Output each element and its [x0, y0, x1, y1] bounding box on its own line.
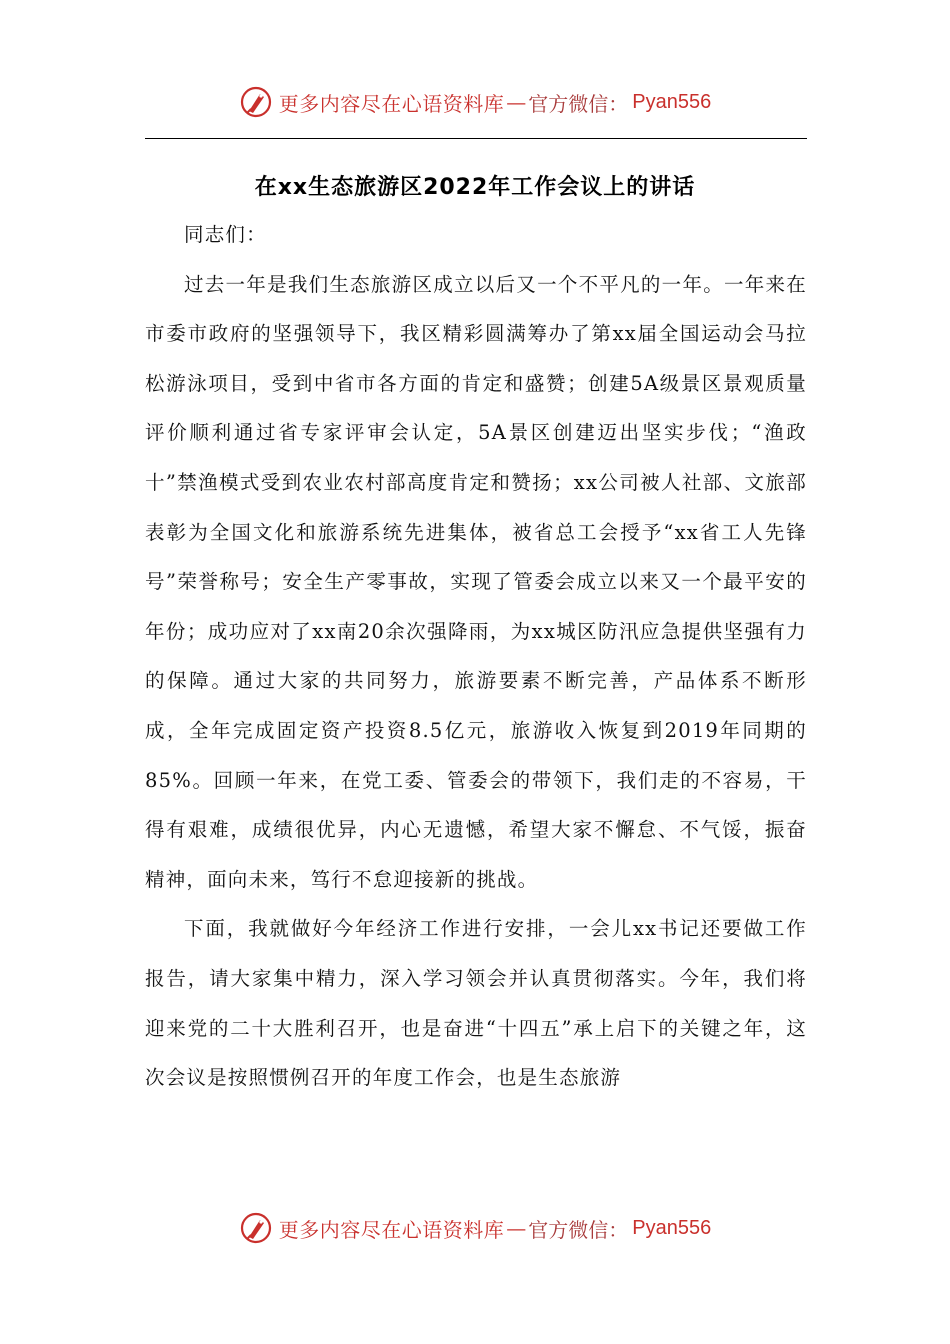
paragraph: 过去一年是我们生态旅游区成立以后又一个不平凡的一年。一年来在市委市政府的坚强领导下，我区精彩圆满筹办了第xx届全国运动会马拉松游泳项目，受到中省市各方面的肯定和盛赞；创建5A级景区景观质量评价顺利通过省专家评审会认定，5A景区创建迈出坚实步伐；“渔政十”禁渔模式受到农业农村部高度肯定和赞扬；xx公司被人社部、文旅部表彰为全国文化和旅游系统先进集体，被省总工会授予“xx省工人先锋号”荣誉称号；安全生产零事故，实现了管委会成立以来又一个最平安的年份；成功应对了xx南20余次强降雨，为xx城区防汛应急提供坚强有力的保障。通过大家的共同努力，旅游要素不断完善，产品体系不断形成，全年完成固定资产投资8.5亿元，旅游收入恢复到2019年同期的85%。回顾一年来，在党工委、管委会的带领下，我们走的不容易，干得有艰难，成绩很优异，内心无遗憾，希望大家不懈怠、不气馁，振奋精神，面向未来，笃行不怠迎接新的挑战。	[145, 272, 807, 891]
header-banner	[0, 82, 950, 122]
pen-nib-logo-icon	[239, 1211, 273, 1245]
banner-wechat-id: Pyan556	[632, 90, 712, 113]
banner-wechat-id: Pyan556	[632, 1216, 712, 1239]
document-title: 在xx生态旅游区2022年工作会议上的讲话	[254, 175, 696, 200]
banner-wechat-label: 官方微信：	[528, 1217, 629, 1242]
banner-wechat-label: 官方微信：	[528, 91, 629, 116]
document-body	[145, 210, 807, 1103]
header-rule	[145, 138, 807, 139]
banner-main-text: 更多内容尽在心语资料库	[278, 1217, 505, 1242]
banner-main-text: 更多内容尽在心语资料库	[278, 91, 505, 116]
salutation: 同志们：	[184, 223, 267, 246]
banner-dash: —	[506, 90, 527, 114]
footer-banner	[0, 1208, 950, 1248]
banner-dash: —	[506, 1216, 527, 1240]
pen-nib-logo-icon	[239, 85, 273, 119]
paragraph: 下面，我就做好今年经济工作进行安排，一会儿xx书记还要做工作报告，请大家集中精力，深入学习领会并认真贯彻落实。今年，我们将迎来党的二十大胜利召开，也是奋进“十四五”承上启下的关键之年，这次会议是按照惯例召开的年度工作会，也是生态旅游	[145, 917, 807, 1090]
